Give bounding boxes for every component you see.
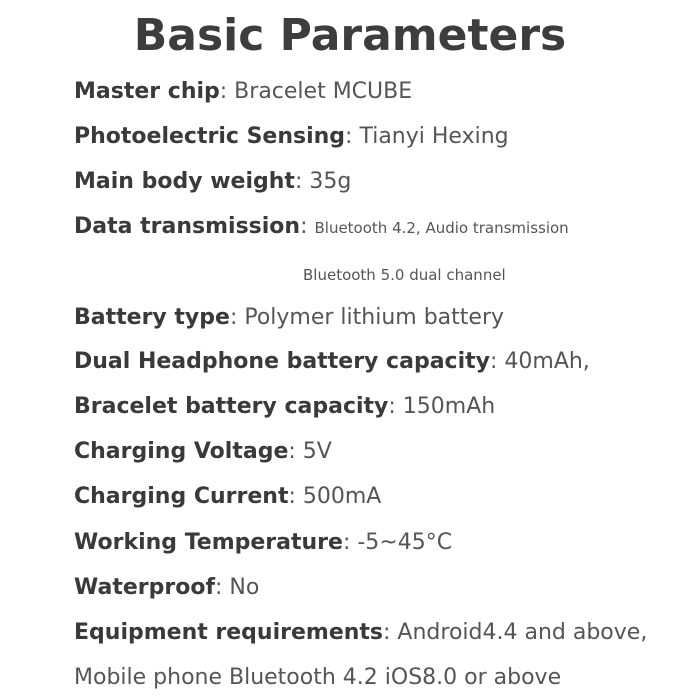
param-label: Charging Current bbox=[74, 484, 289, 509]
param-data-transmission-continuation bbox=[303, 260, 506, 290]
param-label: Equipment requirements bbox=[74, 620, 384, 645]
param-charging-current bbox=[74, 482, 381, 512]
param-value: : 35g bbox=[294, 169, 352, 194]
param-label: Working Temperature bbox=[74, 530, 343, 555]
param-label: Data transmission bbox=[74, 214, 301, 239]
page-title: Basic Parameters bbox=[133, 10, 567, 61]
param-value: : 40mAh, bbox=[489, 349, 590, 374]
param-value: : bbox=[300, 214, 315, 239]
param-label: Dual Headphone battery capacity bbox=[74, 349, 490, 374]
param-equipment-requirements-continuation bbox=[74, 663, 561, 693]
param-label: Main body weight bbox=[74, 169, 295, 194]
param-value: : 5V bbox=[288, 439, 332, 464]
param-value-small: Bluetooth 5.0 dual channel bbox=[303, 266, 506, 284]
param-label: Waterproof bbox=[74, 575, 216, 600]
param-working-temperature bbox=[74, 528, 452, 558]
param-dual-headphone-battery bbox=[74, 347, 590, 377]
param-waterproof bbox=[74, 573, 259, 603]
param-charging-voltage bbox=[74, 437, 332, 467]
param-value: Mobile phone Bluetooth 4.2 iOS8.0 or above bbox=[74, 665, 562, 690]
param-battery-type bbox=[74, 303, 504, 333]
param-data-transmission bbox=[74, 212, 569, 243]
param-value-small: Bluetooth 4.2, Audio transmission bbox=[314, 219, 569, 237]
param-label: Master chip bbox=[74, 79, 220, 104]
param-equipment-requirements bbox=[74, 618, 647, 648]
param-label: Photoelectric Sensing bbox=[74, 124, 346, 149]
param-label: Charging Voltage bbox=[74, 439, 289, 464]
param-label: Battery type bbox=[74, 305, 230, 330]
param-bracelet-battery bbox=[74, 392, 495, 422]
param-photoelectric-sensing bbox=[74, 122, 509, 152]
param-value: : Tianyi Hexing bbox=[345, 124, 509, 149]
param-label: Bracelet battery capacity bbox=[74, 394, 389, 419]
param-value: : 150mAh bbox=[388, 394, 496, 419]
param-main-body-weight bbox=[74, 167, 351, 197]
param-value: : Android4.4 and above, bbox=[383, 620, 648, 645]
param-value: : 500mA bbox=[288, 484, 382, 509]
param-value: : -5~45°C bbox=[342, 530, 453, 555]
param-master-chip bbox=[74, 77, 412, 107]
param-value: : Polymer lithium battery bbox=[229, 305, 505, 330]
param-value: : No bbox=[215, 575, 260, 600]
param-value: : Bracelet MCUBE bbox=[219, 79, 413, 104]
